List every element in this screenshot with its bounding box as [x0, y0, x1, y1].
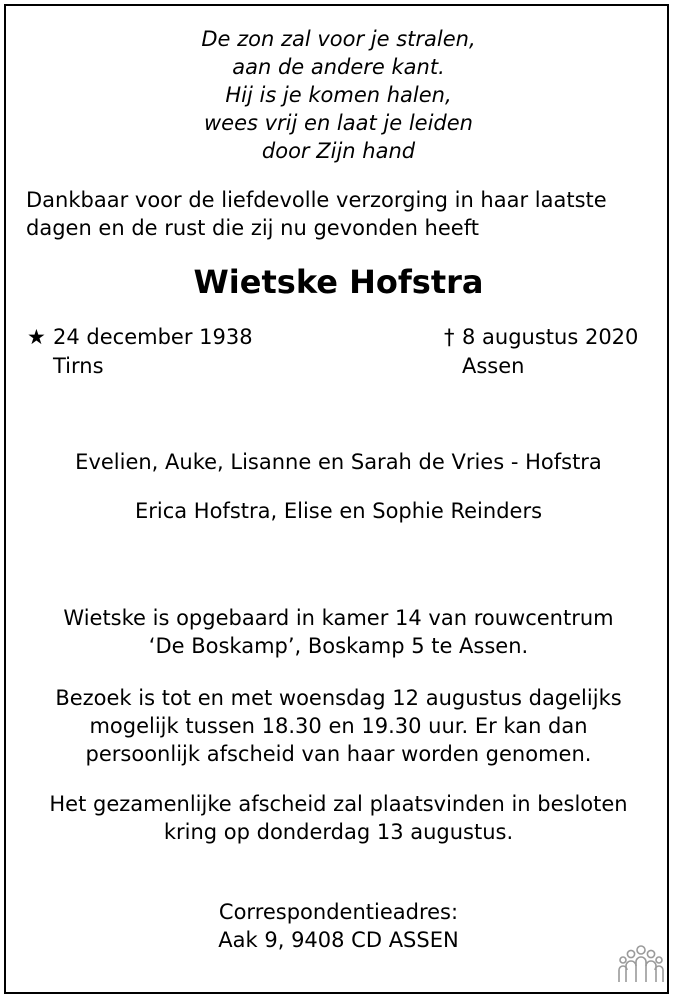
death-place: Assen — [462, 354, 525, 378]
farewell-line: Het gezamenlijke afscheid zal plaatsvinden in besloten — [49, 792, 628, 816]
farewell-text — [0, 790, 677, 846]
family-line — [0, 497, 677, 525]
poem — [0, 25, 677, 165]
birth-date: 24 december 1938 — [53, 325, 253, 349]
birth-place: Tirns — [53, 354, 104, 378]
correspondence-line: Aak 9, 9408 CD ASSEN — [218, 928, 459, 952]
poem-line: wees vrij en laat je leiden — [203, 111, 473, 135]
death-cross-icon: † — [444, 325, 455, 349]
correspondence-line: Correspondentieadres: — [218, 900, 459, 924]
visit-line: Bezoek is tot en met woensdag 12 augustus dagelijks — [55, 686, 622, 710]
deceased-name: Wietske Hofstra — [193, 263, 484, 301]
laid-out-line: ‘De Boskamp’, Boskamp 5 te Assen. — [148, 634, 529, 658]
visit-line: mogelijk tussen 18.30 en 19.30 uur. Er kan dan — [89, 714, 588, 738]
poem-line: De zon zal voor je stralen, — [201, 27, 476, 51]
intro-line: dagen en de rust die zij nu gevonden heeft — [26, 216, 479, 240]
laid-out-text — [0, 604, 677, 660]
family-names: Evelien, Auke, Lisanne en Sarah de Vries - Hofstra — [75, 450, 602, 474]
poem-line: Hij is je komen halen, — [225, 83, 452, 107]
visit-line: persoonlijk afscheid van haar worden genomen. — [85, 742, 592, 766]
correspondence-address — [0, 898, 677, 954]
intro-line: Dankbaar voor de liefdevolle verzorging in haar laatste — [26, 188, 607, 212]
family-names: Erica Hofstra, Elise en Sophie Reinders — [134, 499, 543, 523]
poem-line: aan de andere kant. — [232, 55, 445, 79]
death-date: 8 augustus 2020 — [462, 325, 639, 349]
birth-star-icon: ★ — [27, 325, 46, 349]
family-line — [0, 448, 677, 476]
laid-out-line: Wietske is opgebaard in kamer 14 van rouwcentrum — [63, 606, 614, 630]
people-group-icon — [618, 944, 664, 984]
visit-text — [0, 684, 677, 768]
farewell-line: kring op donderdag 13 augustus. — [163, 820, 514, 844]
intro-text — [26, 186, 607, 242]
poem-line: door Zijn hand — [261, 139, 416, 163]
